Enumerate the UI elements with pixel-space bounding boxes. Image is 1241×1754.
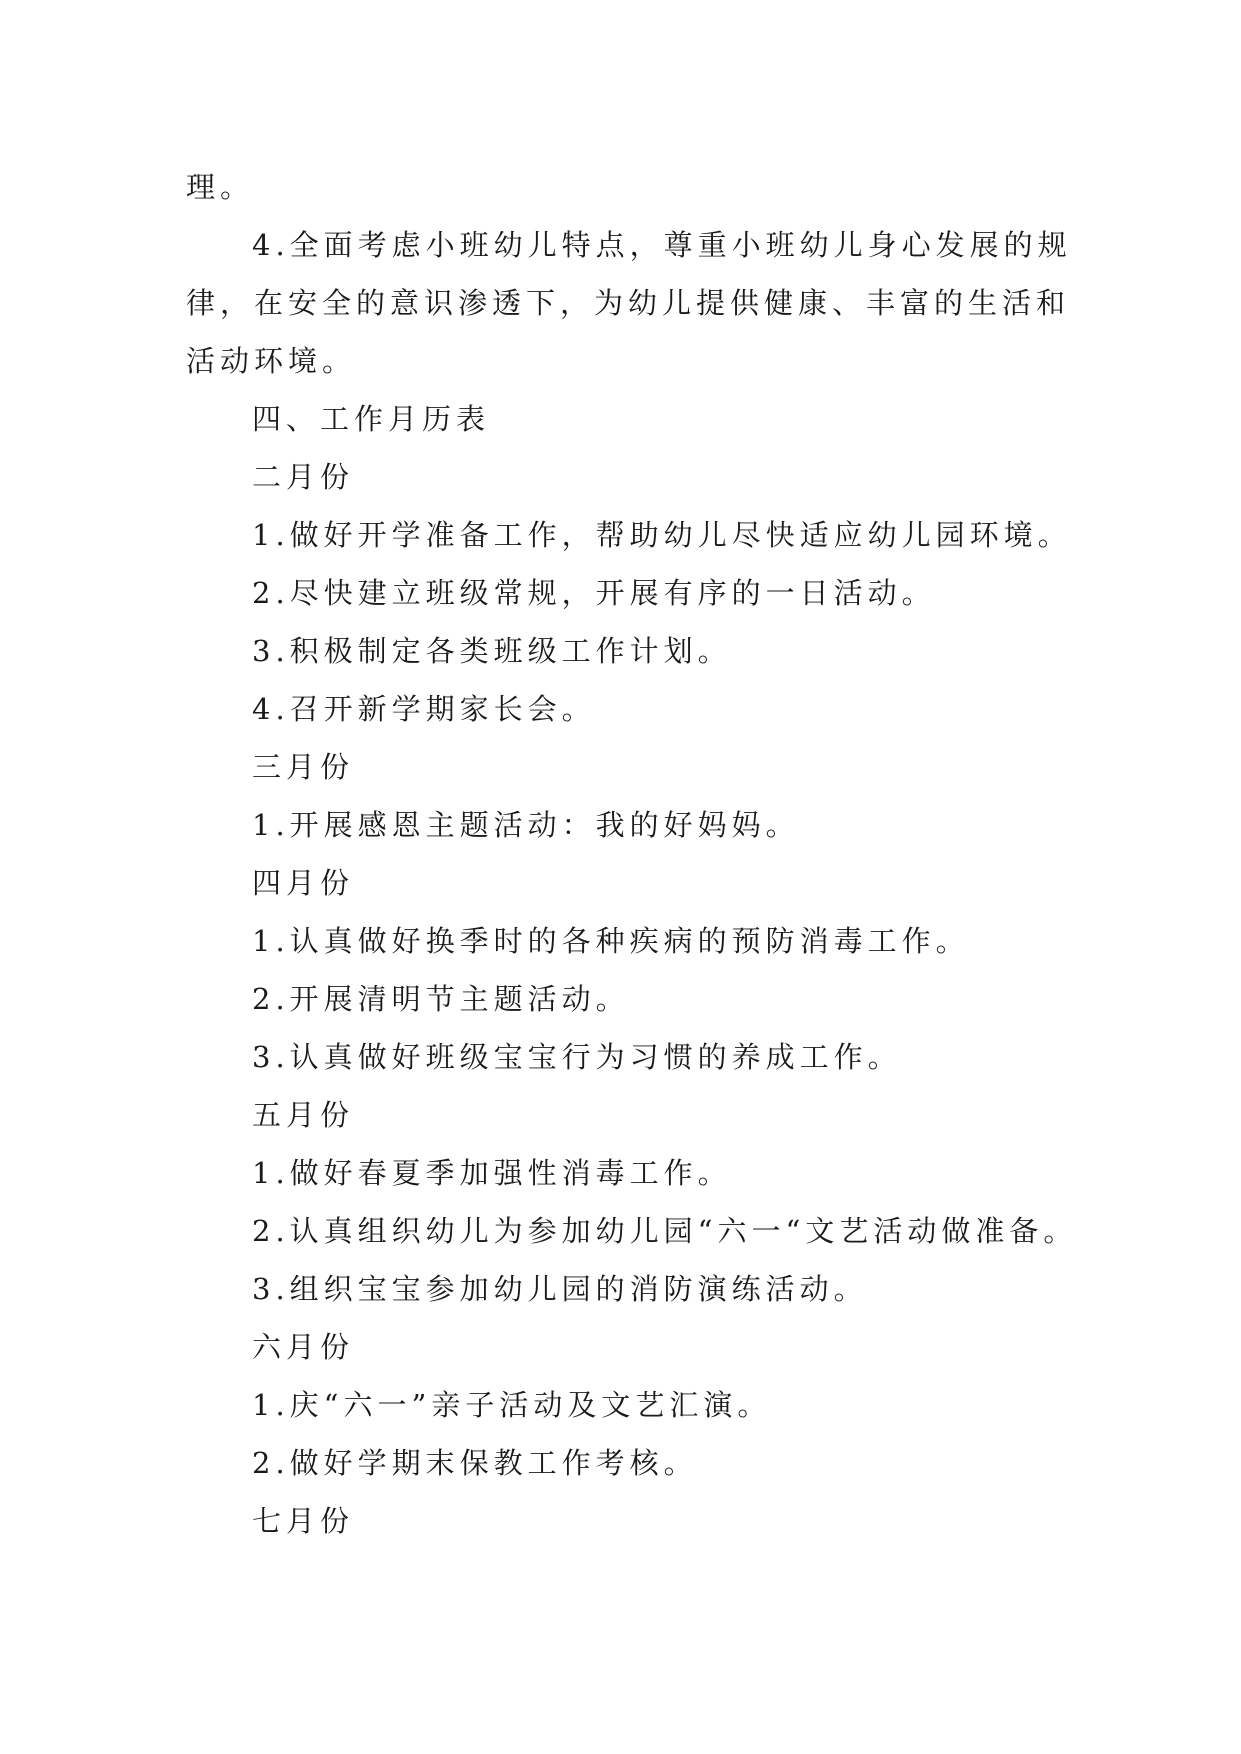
month-heading: 六月份 bbox=[252, 1330, 355, 1364]
list-item: 2.做好学期末保教工作考核。 bbox=[252, 1446, 698, 1480]
paragraph-line: 理。 bbox=[186, 170, 255, 204]
paragraph-line: 4.全面考虑小班幼儿特点，尊重小班幼儿身心发展的规 bbox=[252, 228, 1072, 262]
month-heading: 七月份 bbox=[252, 1504, 355, 1538]
month-heading: 五月份 bbox=[252, 1098, 355, 1132]
list-item: 1.开展感恩主题活动：我的好妈妈。 bbox=[252, 808, 800, 842]
list-item: 1.庆“六一”亲子活动及文艺汇演。 bbox=[252, 1388, 772, 1422]
month-heading: 四月份 bbox=[252, 866, 355, 900]
list-item: 1.认真做好换季时的各种疾病的预防消毒工作。 bbox=[252, 924, 970, 958]
month-heading: 三月份 bbox=[252, 750, 355, 784]
list-item: 1.做好开学准备工作，帮助幼儿尽快适应幼儿园环境。 bbox=[252, 518, 1072, 552]
list-item: 3.组织宝宝参加幼儿园的消防演练活动。 bbox=[252, 1272, 868, 1306]
list-item: 2.认真组织幼儿为参加幼儿园“六一“文艺活动做准备。 bbox=[252, 1214, 1078, 1248]
list-item: 1.做好春夏季加强性消毒工作。 bbox=[252, 1156, 732, 1190]
list-item: 4.召开新学期家长会。 bbox=[252, 692, 596, 726]
list-item: 2.开展清明节主题活动。 bbox=[252, 982, 630, 1016]
list-item: 2.尽快建立班级常规，开展有序的一日活动。 bbox=[252, 576, 936, 610]
document-body bbox=[186, 158, 1078, 1550]
paragraph-line: 律，在安全的意识渗透下，为幼儿提供健康、丰富的生活和 bbox=[186, 286, 1071, 320]
paragraph-line: 活动环境。 bbox=[186, 344, 357, 378]
section-heading: 四、工作月历表 bbox=[252, 402, 491, 436]
list-item: 3.积极制定各类班级工作计划。 bbox=[252, 634, 732, 668]
month-heading: 二月份 bbox=[252, 460, 355, 494]
list-item: 3.认真做好班级宝宝行为习惯的养成工作。 bbox=[252, 1040, 902, 1074]
